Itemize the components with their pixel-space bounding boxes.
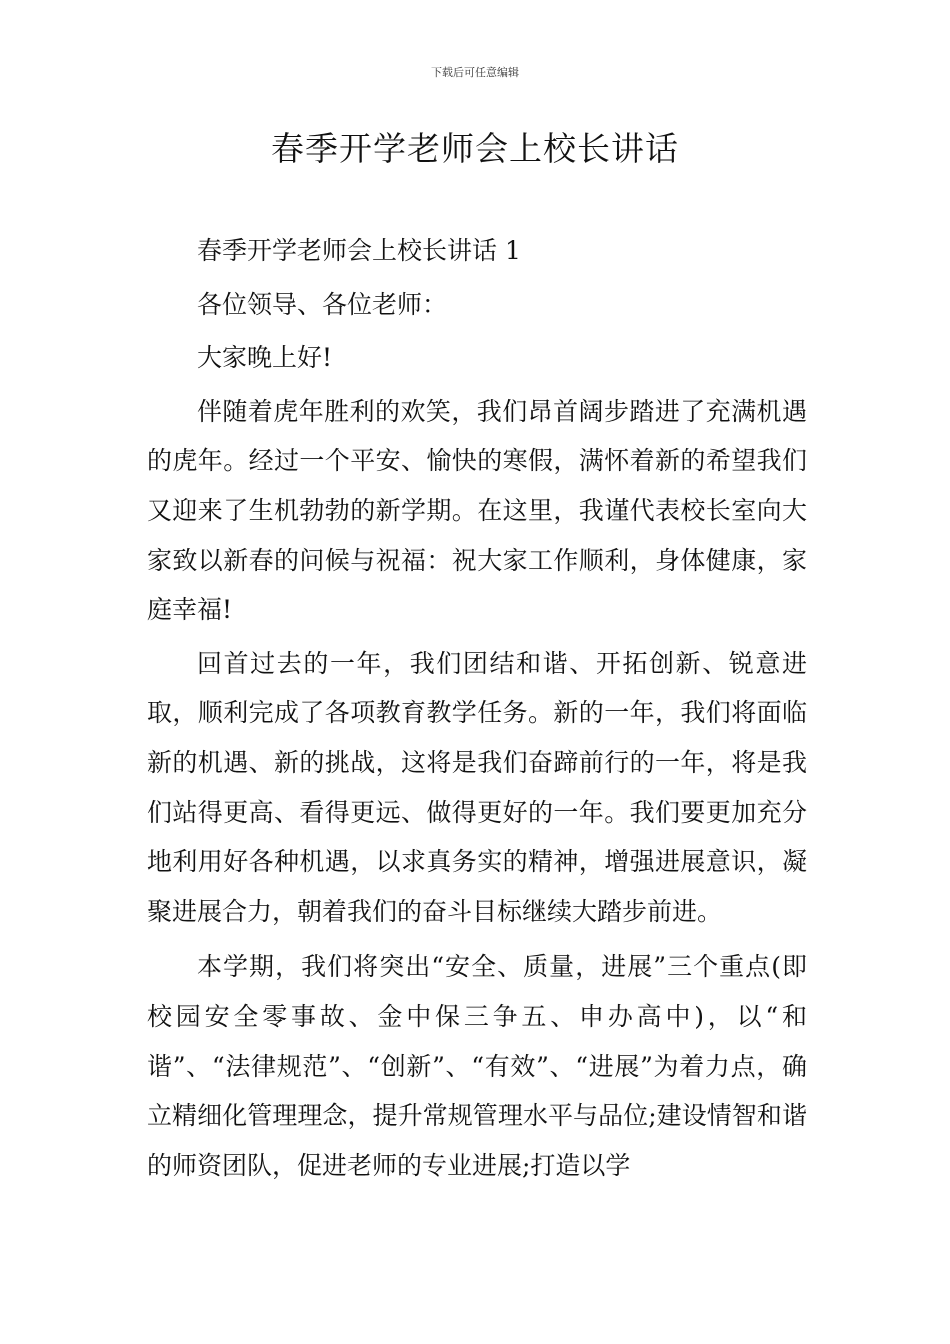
header-note: 下载后可任意编辑 (431, 66, 519, 79)
paragraph-semester-plan: 本学期，我们将突出“安全、质量，进展”三个重点(即校园安全零事故、金中保三争五、申办高中)，以“和谐”、“法律规范”、“创新”、“有效”、“进展”为着力点，确立精细化管理理念，提升常规管理水平与品位;建设情智和谐的师资团队，促进老师的专业进展;打造以学 (147, 952, 807, 1180)
paragraph-subtitle: 春季开学老师会上校长讲话 1 (197, 236, 521, 265)
document-title: 春季开学老师会上校长讲话 (271, 129, 679, 168)
paragraph-salutation: 各位领导、各位老师： (197, 289, 448, 319)
paragraph-review: 回首过去的一年，我们团结和谐、开拓创新、锐意进取，顺利完成了各项教育教学任务。新的一年，我们将面临新的机遇、新的挑战，这将是我们奋蹄前行的一年，将是我们站得更高、看得更远、做得更好的一年。我们要更加充分地利用好各种机遇，以求真务实的精神，增强进展意识，凝聚进展合力，朝着我们的奋斗目标继续大踏步前进。 (147, 648, 807, 926)
paragraph-greeting: 大家晚上好! (197, 343, 333, 373)
paragraph-new-year-wishes: 伴随着虎年胜利的欢笑，我们昂首阔步踏进了充满机遇的虎年。经过一个平安、愉快的寒假，满怀着新的希望我们又迎来了生机勃勃的新学期。在这里，我谨代表校长室向大家致以新春的问候与祝福：祝大家工作顺利，身体健康，家庭幸福! (147, 396, 807, 625)
document-body (147, 226, 807, 1190)
